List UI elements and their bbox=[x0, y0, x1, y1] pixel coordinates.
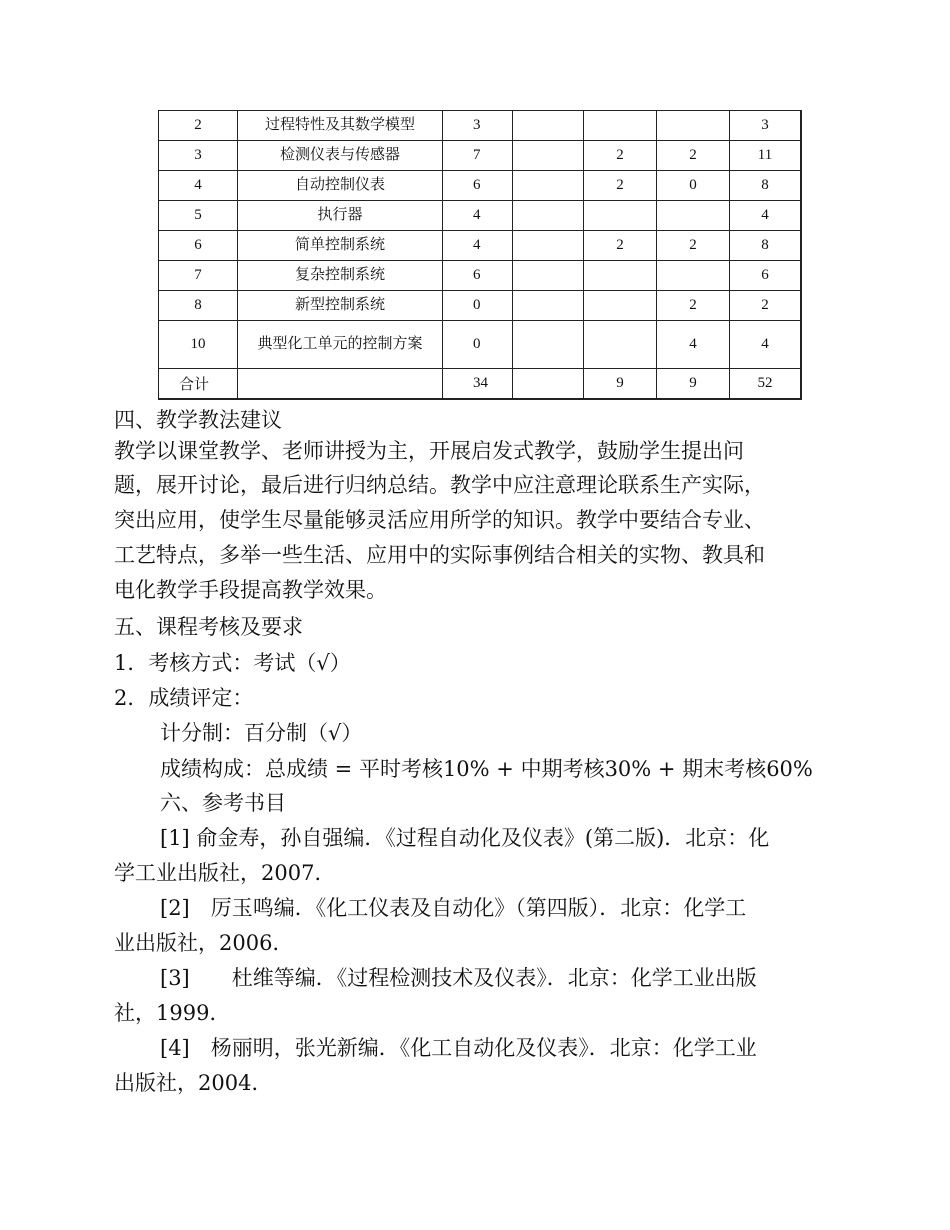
section6-heading: 六、参考书目 bbox=[160, 791, 286, 815]
section5-heading: 五、课程考核及要求 bbox=[114, 615, 303, 639]
section4-line: 题，展开讨论，最后进行归纳总结。教学中应注意理论联系生产实际， bbox=[114, 473, 765, 497]
row-extra-hours bbox=[513, 141, 584, 171]
row-other-hours: 4 bbox=[657, 321, 730, 369]
table-row bbox=[159, 231, 802, 261]
row-chapter-name: 复杂控制系统 bbox=[238, 261, 443, 291]
row-number: 10 bbox=[159, 321, 238, 369]
row-chapter-name: 典型化工单元的控制方案 bbox=[238, 321, 443, 369]
row-other-hours: 2 bbox=[657, 141, 730, 171]
row-other-hours bbox=[657, 261, 730, 291]
row-chapter-name: 执行器 bbox=[238, 201, 443, 231]
row-other-hours: 2 bbox=[657, 231, 730, 261]
total-name bbox=[238, 369, 443, 400]
row-practice-hours bbox=[584, 111, 657, 141]
row-lecture-hours: 6 bbox=[443, 261, 513, 291]
table-row bbox=[159, 201, 802, 231]
reference-line: [3] 杜维等编．《过程检测技术及仪表》．北京：化学工业出版 bbox=[160, 966, 757, 990]
row-total-hours: 11 bbox=[730, 141, 802, 171]
total-label: 合计 bbox=[159, 369, 238, 400]
section4-line: 突出应用，使学生尽量能够灵活应用所学的知识。教学中要结合专业、 bbox=[114, 508, 765, 532]
reference-line: 社，1999． bbox=[114, 1001, 231, 1025]
row-practice-hours bbox=[584, 201, 657, 231]
row-practice-hours: 2 bbox=[584, 171, 657, 201]
total-other-hours: 9 bbox=[657, 369, 730, 400]
grade-composition: 成绩构成：总成绩 = 平时考核10% + 中期考核30% + 期末考核60% bbox=[160, 757, 813, 781]
row-chapter-name: 新型控制系统 bbox=[238, 291, 443, 321]
reference-line: [4] 杨丽明，张光新编．《化工自动化及仪表》．北京：化学工业 bbox=[160, 1036, 757, 1060]
row-number: 3 bbox=[159, 141, 238, 171]
table-total-row bbox=[159, 369, 802, 400]
reference-line: [2] 厉玉鸣编．《化工仪表及自动化》（第四版）．北京：化学工 bbox=[160, 896, 747, 920]
row-chapter-name: 过程特性及其数学模型 bbox=[238, 111, 443, 141]
row-extra-hours bbox=[513, 111, 584, 141]
row-other-hours bbox=[657, 201, 730, 231]
grade-evaluation: 2．成绩评定： bbox=[114, 686, 254, 710]
row-total-hours: 8 bbox=[730, 171, 802, 201]
total-practice-hours: 9 bbox=[584, 369, 657, 400]
row-total-hours: 2 bbox=[730, 291, 802, 321]
row-total-hours: 4 bbox=[730, 201, 802, 231]
hours-table-body bbox=[159, 111, 802, 400]
row-extra-hours bbox=[513, 171, 584, 201]
table-row bbox=[159, 141, 802, 171]
row-extra-hours bbox=[513, 321, 584, 369]
table-row bbox=[159, 321, 802, 369]
hours-table bbox=[158, 110, 802, 400]
scoring-system: 计分制：百分制（√） bbox=[160, 721, 363, 745]
row-chapter-name: 自动控制仪表 bbox=[238, 171, 443, 201]
row-number: 6 bbox=[159, 231, 238, 261]
row-practice-hours: 2 bbox=[584, 231, 657, 261]
row-total-hours: 8 bbox=[730, 231, 802, 261]
section4-line: 电化教学手段提高教学效果。 bbox=[114, 578, 387, 602]
section4-heading: 四、教学教法建议 bbox=[114, 408, 282, 432]
row-other-hours bbox=[657, 111, 730, 141]
row-lecture-hours: 7 bbox=[443, 141, 513, 171]
table-row bbox=[159, 111, 802, 141]
row-number: 2 bbox=[159, 111, 238, 141]
row-other-hours: 0 bbox=[657, 171, 730, 201]
row-extra-hours bbox=[513, 231, 584, 261]
reference-line: 学工业出版社，2007． bbox=[114, 861, 336, 885]
row-number: 8 bbox=[159, 291, 238, 321]
row-lecture-hours: 6 bbox=[443, 171, 513, 201]
table-row bbox=[159, 171, 802, 201]
row-extra-hours bbox=[513, 201, 584, 231]
row-lecture-hours: 3 bbox=[443, 111, 513, 141]
row-other-hours: 2 bbox=[657, 291, 730, 321]
row-number: 5 bbox=[159, 201, 238, 231]
row-practice-hours bbox=[584, 261, 657, 291]
row-chapter-name: 检测仪表与传感器 bbox=[238, 141, 443, 171]
row-total-hours: 6 bbox=[730, 261, 802, 291]
row-practice-hours: 2 bbox=[584, 141, 657, 171]
section4-line: 教学以课堂教学、老师讲授为主，开展启发式教学，鼓励学生提出问 bbox=[114, 439, 744, 463]
row-chapter-name: 简单控制系统 bbox=[238, 231, 443, 261]
section4-line: 工艺特点，多举一些生活、应用中的实际事例结合相关的实物、教具和 bbox=[114, 543, 765, 567]
row-lecture-hours: 0 bbox=[443, 291, 513, 321]
row-practice-hours bbox=[584, 291, 657, 321]
row-extra-hours bbox=[513, 261, 584, 291]
row-total-hours: 4 bbox=[730, 321, 802, 369]
reference-line: 出版社，2004． bbox=[114, 1071, 273, 1095]
table-row bbox=[159, 261, 802, 291]
total-lecture-hours: 34 bbox=[443, 369, 513, 400]
total-hours: 52 bbox=[730, 369, 802, 400]
row-number: 4 bbox=[159, 171, 238, 201]
table-row bbox=[159, 291, 802, 321]
exam-method: 1．考核方式：考试（√） bbox=[114, 651, 351, 675]
reference-line: [1] 俞金寿，孙自强编．《过程自动化及仪表》(第二版)．北京：化 bbox=[160, 826, 770, 850]
row-lecture-hours: 4 bbox=[443, 201, 513, 231]
row-number: 7 bbox=[159, 261, 238, 291]
row-lecture-hours: 4 bbox=[443, 231, 513, 261]
total-extra-hours bbox=[513, 369, 584, 400]
row-extra-hours bbox=[513, 291, 584, 321]
row-practice-hours bbox=[584, 321, 657, 369]
row-total-hours: 3 bbox=[730, 111, 802, 141]
row-lecture-hours: 0 bbox=[443, 321, 513, 369]
reference-line: 业出版社，2006． bbox=[114, 931, 294, 955]
